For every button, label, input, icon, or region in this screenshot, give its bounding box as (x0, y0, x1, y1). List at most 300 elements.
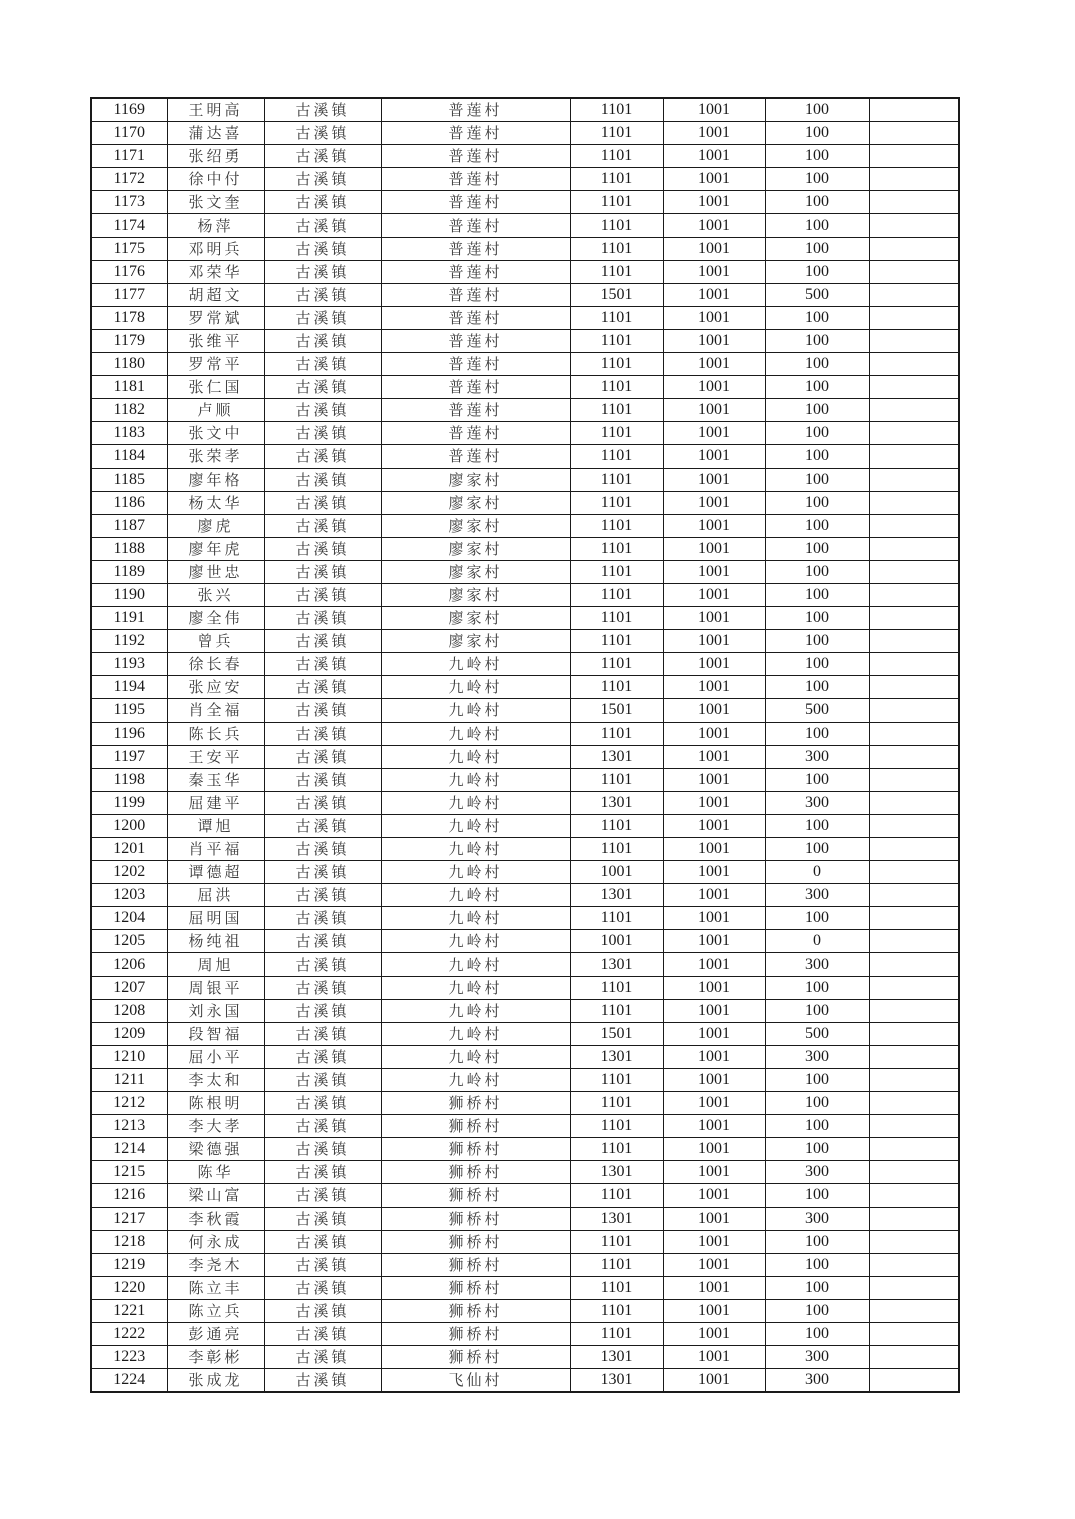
cell-town: 古溪镇 (264, 1253, 381, 1276)
roster-table (90, 97, 960, 1393)
table-row (91, 1068, 959, 1091)
cell-code-b: 1001 (663, 191, 765, 214)
cell-village: 九岭村 (381, 745, 570, 768)
cell-serial-number: 1204 (91, 907, 167, 930)
cell-code-b: 1001 (663, 607, 765, 630)
cell-code-a: 1101 (570, 630, 663, 653)
cell-note (869, 907, 959, 930)
cell-village: 普莲村 (381, 237, 570, 260)
cell-amount: 300 (765, 1161, 869, 1184)
cell-serial-number: 1206 (91, 953, 167, 976)
cell-note (869, 838, 959, 861)
cell-town: 古溪镇 (264, 283, 381, 306)
cell-amount: 100 (765, 653, 869, 676)
cell-person-name: 李太和 (167, 1068, 264, 1091)
cell-code-a: 1101 (570, 1068, 663, 1091)
table-row (91, 699, 959, 722)
cell-village: 廖家村 (381, 537, 570, 560)
cell-amount: 100 (765, 468, 869, 491)
cell-village: 普莲村 (381, 445, 570, 468)
cell-amount: 100 (765, 722, 869, 745)
table-row (91, 283, 959, 306)
cell-note (869, 98, 959, 122)
cell-town: 古溪镇 (264, 514, 381, 537)
cell-village: 九岭村 (381, 768, 570, 791)
cell-village: 狮桥村 (381, 1276, 570, 1299)
cell-note (869, 1276, 959, 1299)
cell-person-name: 蒲达喜 (167, 122, 264, 145)
cell-code-b: 1001 (663, 491, 765, 514)
cell-serial-number: 1222 (91, 1322, 167, 1345)
cell-person-name: 曾兵 (167, 630, 264, 653)
cell-note (869, 260, 959, 283)
cell-serial-number: 1184 (91, 445, 167, 468)
cell-village: 廖家村 (381, 468, 570, 491)
cell-village: 狮桥村 (381, 1322, 570, 1345)
cell-code-a: 1301 (570, 1045, 663, 1068)
cell-town: 古溪镇 (264, 168, 381, 191)
cell-amount: 100 (765, 1276, 869, 1299)
cell-amount: 100 (765, 676, 869, 699)
cell-code-a: 1101 (570, 560, 663, 583)
table-row (91, 745, 959, 768)
cell-amount: 300 (765, 884, 869, 907)
cell-amount: 100 (765, 399, 869, 422)
cell-code-a: 1101 (570, 122, 663, 145)
cell-person-name: 梁德强 (167, 1138, 264, 1161)
cell-serial-number: 1185 (91, 468, 167, 491)
cell-note (869, 791, 959, 814)
cell-town: 古溪镇 (264, 1346, 381, 1369)
cell-town: 古溪镇 (264, 814, 381, 837)
cell-code-a: 1101 (570, 976, 663, 999)
cell-serial-number: 1221 (91, 1299, 167, 1322)
cell-code-b: 1001 (663, 838, 765, 861)
cell-town: 古溪镇 (264, 838, 381, 861)
cell-person-name: 张文中 (167, 422, 264, 445)
cell-code-b: 1001 (663, 1161, 765, 1184)
cell-person-name: 段智福 (167, 1022, 264, 1045)
table-row (91, 1253, 959, 1276)
cell-code-a: 1001 (570, 930, 663, 953)
cell-person-name: 谭旭 (167, 814, 264, 837)
cell-person-name: 秦玉华 (167, 768, 264, 791)
cell-town: 古溪镇 (264, 1138, 381, 1161)
cell-village: 九岭村 (381, 791, 570, 814)
cell-amount: 100 (765, 306, 869, 329)
table-row (91, 1369, 959, 1393)
cell-village: 九岭村 (381, 653, 570, 676)
cell-town: 古溪镇 (264, 1022, 381, 1045)
cell-town: 古溪镇 (264, 1322, 381, 1345)
cell-town: 古溪镇 (264, 953, 381, 976)
cell-note (869, 1022, 959, 1045)
cell-village: 九岭村 (381, 676, 570, 699)
cell-serial-number: 1215 (91, 1161, 167, 1184)
cell-note (869, 560, 959, 583)
cell-person-name: 屈洪 (167, 884, 264, 907)
cell-town: 古溪镇 (264, 260, 381, 283)
cell-code-b: 1001 (663, 353, 765, 376)
cell-town: 古溪镇 (264, 1369, 381, 1393)
cell-person-name: 李秋霞 (167, 1207, 264, 1230)
cell-serial-number: 1223 (91, 1346, 167, 1369)
cell-note (869, 583, 959, 606)
cell-code-a: 1101 (570, 1184, 663, 1207)
cell-amount: 100 (765, 1068, 869, 1091)
cell-code-a: 1101 (570, 306, 663, 329)
cell-town: 古溪镇 (264, 399, 381, 422)
cell-town: 古溪镇 (264, 1276, 381, 1299)
cell-amount: 300 (765, 1045, 869, 1068)
cell-note (869, 1115, 959, 1138)
cell-amount: 100 (765, 1092, 869, 1115)
cell-town: 古溪镇 (264, 676, 381, 699)
cell-serial-number: 1179 (91, 329, 167, 352)
cell-amount: 100 (765, 376, 869, 399)
cell-serial-number: 1187 (91, 514, 167, 537)
cell-note (869, 768, 959, 791)
cell-code-b: 1001 (663, 260, 765, 283)
cell-code-b: 1001 (663, 768, 765, 791)
table-row (91, 422, 959, 445)
cell-serial-number: 1172 (91, 168, 167, 191)
cell-serial-number: 1205 (91, 930, 167, 953)
cell-village: 普莲村 (381, 306, 570, 329)
cell-amount: 100 (765, 98, 869, 122)
cell-code-b: 1001 (663, 999, 765, 1022)
cell-village: 九岭村 (381, 1022, 570, 1045)
cell-code-a: 1101 (570, 260, 663, 283)
cell-person-name: 陈根明 (167, 1092, 264, 1115)
cell-serial-number: 1171 (91, 145, 167, 168)
cell-town: 古溪镇 (264, 1207, 381, 1230)
cell-code-b: 1001 (663, 1092, 765, 1115)
cell-code-b: 1001 (663, 1068, 765, 1091)
cell-note (869, 422, 959, 445)
table-row (91, 1346, 959, 1369)
cell-village: 狮桥村 (381, 1138, 570, 1161)
cell-town: 古溪镇 (264, 1184, 381, 1207)
cell-code-a: 1101 (570, 145, 663, 168)
cell-person-name: 李彰彬 (167, 1346, 264, 1369)
table-row (91, 676, 959, 699)
cell-serial-number: 1193 (91, 653, 167, 676)
cell-village: 廖家村 (381, 514, 570, 537)
cell-amount: 100 (765, 814, 869, 837)
cell-code-b: 1001 (663, 283, 765, 306)
cell-person-name: 陈立丰 (167, 1276, 264, 1299)
cell-code-b: 1001 (663, 583, 765, 606)
cell-code-a: 1301 (570, 1369, 663, 1393)
cell-village: 九岭村 (381, 907, 570, 930)
table-row (91, 653, 959, 676)
cell-amount: 500 (765, 1022, 869, 1045)
table-row (91, 399, 959, 422)
cell-note (869, 953, 959, 976)
cell-code-a: 1101 (570, 514, 663, 537)
cell-town: 古溪镇 (264, 653, 381, 676)
cell-amount: 100 (765, 537, 869, 560)
cell-village: 廖家村 (381, 607, 570, 630)
table-row (91, 953, 959, 976)
cell-code-a: 1101 (570, 1230, 663, 1253)
cell-note (869, 861, 959, 884)
table-row (91, 1092, 959, 1115)
cell-town: 古溪镇 (264, 930, 381, 953)
cell-note (869, 630, 959, 653)
cell-note (869, 1369, 959, 1393)
cell-village: 九岭村 (381, 930, 570, 953)
cell-village: 狮桥村 (381, 1092, 570, 1115)
cell-person-name: 罗常平 (167, 353, 264, 376)
cell-code-b: 1001 (663, 376, 765, 399)
cell-person-name: 彭通亮 (167, 1322, 264, 1345)
cell-code-b: 1001 (663, 884, 765, 907)
cell-note (869, 999, 959, 1022)
cell-note (869, 145, 959, 168)
cell-village: 普莲村 (381, 168, 570, 191)
cell-note (869, 884, 959, 907)
cell-person-name: 徐中付 (167, 168, 264, 191)
cell-amount: 100 (765, 1138, 869, 1161)
table-row (91, 1161, 959, 1184)
cell-code-a: 1101 (570, 814, 663, 837)
cell-serial-number: 1216 (91, 1184, 167, 1207)
cell-town: 古溪镇 (264, 122, 381, 145)
cell-code-a: 1101 (570, 653, 663, 676)
cell-amount: 500 (765, 283, 869, 306)
cell-serial-number: 1173 (91, 191, 167, 214)
cell-person-name: 廖虎 (167, 514, 264, 537)
cell-amount: 100 (765, 768, 869, 791)
table-row (91, 976, 959, 999)
cell-note (869, 306, 959, 329)
cell-person-name: 张应安 (167, 676, 264, 699)
table-row (91, 814, 959, 837)
cell-town: 古溪镇 (264, 1092, 381, 1115)
cell-town: 古溪镇 (264, 884, 381, 907)
cell-serial-number: 1214 (91, 1138, 167, 1161)
cell-code-b: 1001 (663, 237, 765, 260)
cell-note (869, 653, 959, 676)
cell-town: 古溪镇 (264, 722, 381, 745)
cell-code-a: 1101 (570, 838, 663, 861)
cell-amount: 0 (765, 930, 869, 953)
table-row (91, 884, 959, 907)
cell-village: 普莲村 (381, 122, 570, 145)
cell-serial-number: 1183 (91, 422, 167, 445)
cell-person-name: 何永成 (167, 1230, 264, 1253)
cell-town: 古溪镇 (264, 560, 381, 583)
cell-town: 古溪镇 (264, 376, 381, 399)
cell-town: 古溪镇 (264, 98, 381, 122)
cell-code-b: 1001 (663, 976, 765, 999)
cell-amount: 100 (765, 976, 869, 999)
cell-town: 古溪镇 (264, 491, 381, 514)
table-row (91, 306, 959, 329)
table-row (91, 722, 959, 745)
table-row (91, 861, 959, 884)
cell-amount: 500 (765, 699, 869, 722)
cell-code-a: 1101 (570, 1115, 663, 1138)
table-row (91, 1022, 959, 1045)
cell-town: 古溪镇 (264, 607, 381, 630)
cell-code-b: 1001 (663, 722, 765, 745)
cell-amount: 100 (765, 122, 869, 145)
cell-code-a: 1301 (570, 791, 663, 814)
cell-note (869, 445, 959, 468)
cell-town: 古溪镇 (264, 145, 381, 168)
cell-serial-number: 1192 (91, 630, 167, 653)
cell-serial-number: 1202 (91, 861, 167, 884)
cell-code-b: 1001 (663, 1022, 765, 1045)
cell-code-a: 1101 (570, 445, 663, 468)
table-row (91, 1322, 959, 1345)
table-row (91, 1045, 959, 1068)
cell-code-a: 1101 (570, 999, 663, 1022)
table-row (91, 445, 959, 468)
cell-code-a: 1301 (570, 953, 663, 976)
table-row (91, 537, 959, 560)
cell-person-name: 张仁国 (167, 376, 264, 399)
cell-note (869, 468, 959, 491)
cell-note (869, 399, 959, 422)
cell-code-b: 1001 (663, 699, 765, 722)
cell-amount: 100 (765, 329, 869, 352)
cell-amount: 100 (765, 514, 869, 537)
cell-code-a: 1101 (570, 98, 663, 122)
cell-town: 古溪镇 (264, 1115, 381, 1138)
cell-code-b: 1001 (663, 329, 765, 352)
cell-serial-number: 1199 (91, 791, 167, 814)
cell-serial-number: 1208 (91, 999, 167, 1022)
cell-village: 普莲村 (381, 422, 570, 445)
cell-code-b: 1001 (663, 1253, 765, 1276)
cell-town: 古溪镇 (264, 422, 381, 445)
cell-code-a: 1101 (570, 237, 663, 260)
cell-person-name: 梁山富 (167, 1184, 264, 1207)
cell-serial-number: 1178 (91, 306, 167, 329)
cell-amount: 100 (765, 630, 869, 653)
cell-town: 古溪镇 (264, 237, 381, 260)
cell-town: 古溪镇 (264, 791, 381, 814)
cell-serial-number: 1213 (91, 1115, 167, 1138)
cell-code-b: 1001 (663, 122, 765, 145)
cell-code-b: 1001 (663, 98, 765, 122)
cell-village: 廖家村 (381, 630, 570, 653)
cell-village: 狮桥村 (381, 1230, 570, 1253)
table-row (91, 353, 959, 376)
cell-note (869, 1299, 959, 1322)
cell-amount: 100 (765, 838, 869, 861)
cell-serial-number: 1210 (91, 1045, 167, 1068)
cell-village: 九岭村 (381, 814, 570, 837)
cell-village: 普莲村 (381, 98, 570, 122)
cell-note (869, 237, 959, 260)
table-row (91, 122, 959, 145)
cell-person-name: 肖全福 (167, 699, 264, 722)
cell-person-name: 王安平 (167, 745, 264, 768)
cell-serial-number: 1186 (91, 491, 167, 514)
cell-note (869, 1346, 959, 1369)
cell-code-a: 1101 (570, 768, 663, 791)
cell-code-a: 1101 (570, 399, 663, 422)
cell-code-a: 1301 (570, 1161, 663, 1184)
cell-note (869, 329, 959, 352)
cell-village: 廖家村 (381, 560, 570, 583)
cell-code-a: 1101 (570, 1253, 663, 1276)
cell-amount: 300 (765, 953, 869, 976)
cell-code-a: 1501 (570, 1022, 663, 1045)
cell-note (869, 722, 959, 745)
cell-code-b: 1001 (663, 1369, 765, 1393)
cell-code-a: 1101 (570, 191, 663, 214)
cell-amount: 300 (765, 1207, 869, 1230)
cell-code-b: 1001 (663, 653, 765, 676)
cell-code-a: 1101 (570, 1138, 663, 1161)
cell-note (869, 607, 959, 630)
cell-village: 普莲村 (381, 376, 570, 399)
cell-amount: 100 (765, 1299, 869, 1322)
cell-serial-number: 1218 (91, 1230, 167, 1253)
cell-note (869, 122, 959, 145)
cell-village: 狮桥村 (381, 1299, 570, 1322)
cell-amount: 100 (765, 1115, 869, 1138)
cell-village: 九岭村 (381, 976, 570, 999)
cell-note (869, 1207, 959, 1230)
table-row (91, 583, 959, 606)
cell-code-b: 1001 (663, 861, 765, 884)
cell-code-b: 1001 (663, 1230, 765, 1253)
cell-serial-number: 1224 (91, 1369, 167, 1393)
cell-village: 九岭村 (381, 722, 570, 745)
cell-note (869, 1092, 959, 1115)
cell-amount: 100 (765, 214, 869, 237)
cell-code-b: 1001 (663, 1207, 765, 1230)
cell-town: 古溪镇 (264, 699, 381, 722)
cell-note (869, 1322, 959, 1345)
cell-village: 九岭村 (381, 699, 570, 722)
cell-note (869, 514, 959, 537)
cell-code-a: 1101 (570, 1092, 663, 1115)
cell-code-a: 1301 (570, 1207, 663, 1230)
cell-village: 九岭村 (381, 1068, 570, 1091)
cell-note (869, 1068, 959, 1091)
cell-code-b: 1001 (663, 930, 765, 953)
table-row (91, 607, 959, 630)
cell-amount: 300 (765, 791, 869, 814)
cell-serial-number: 1209 (91, 1022, 167, 1045)
cell-person-name: 李尧木 (167, 1253, 264, 1276)
cell-note (869, 1045, 959, 1068)
cell-serial-number: 1169 (91, 98, 167, 122)
cell-person-name: 陈长兵 (167, 722, 264, 745)
cell-serial-number: 1200 (91, 814, 167, 837)
cell-town: 古溪镇 (264, 630, 381, 653)
table-row (91, 1207, 959, 1230)
cell-town: 古溪镇 (264, 1299, 381, 1322)
cell-code-a: 1501 (570, 699, 663, 722)
cell-note (869, 491, 959, 514)
cell-town: 古溪镇 (264, 976, 381, 999)
cell-amount: 300 (765, 745, 869, 768)
cell-town: 古溪镇 (264, 1230, 381, 1253)
cell-note (869, 537, 959, 560)
cell-amount: 100 (765, 191, 869, 214)
table-row (91, 630, 959, 653)
cell-person-name: 屈小平 (167, 1045, 264, 1068)
